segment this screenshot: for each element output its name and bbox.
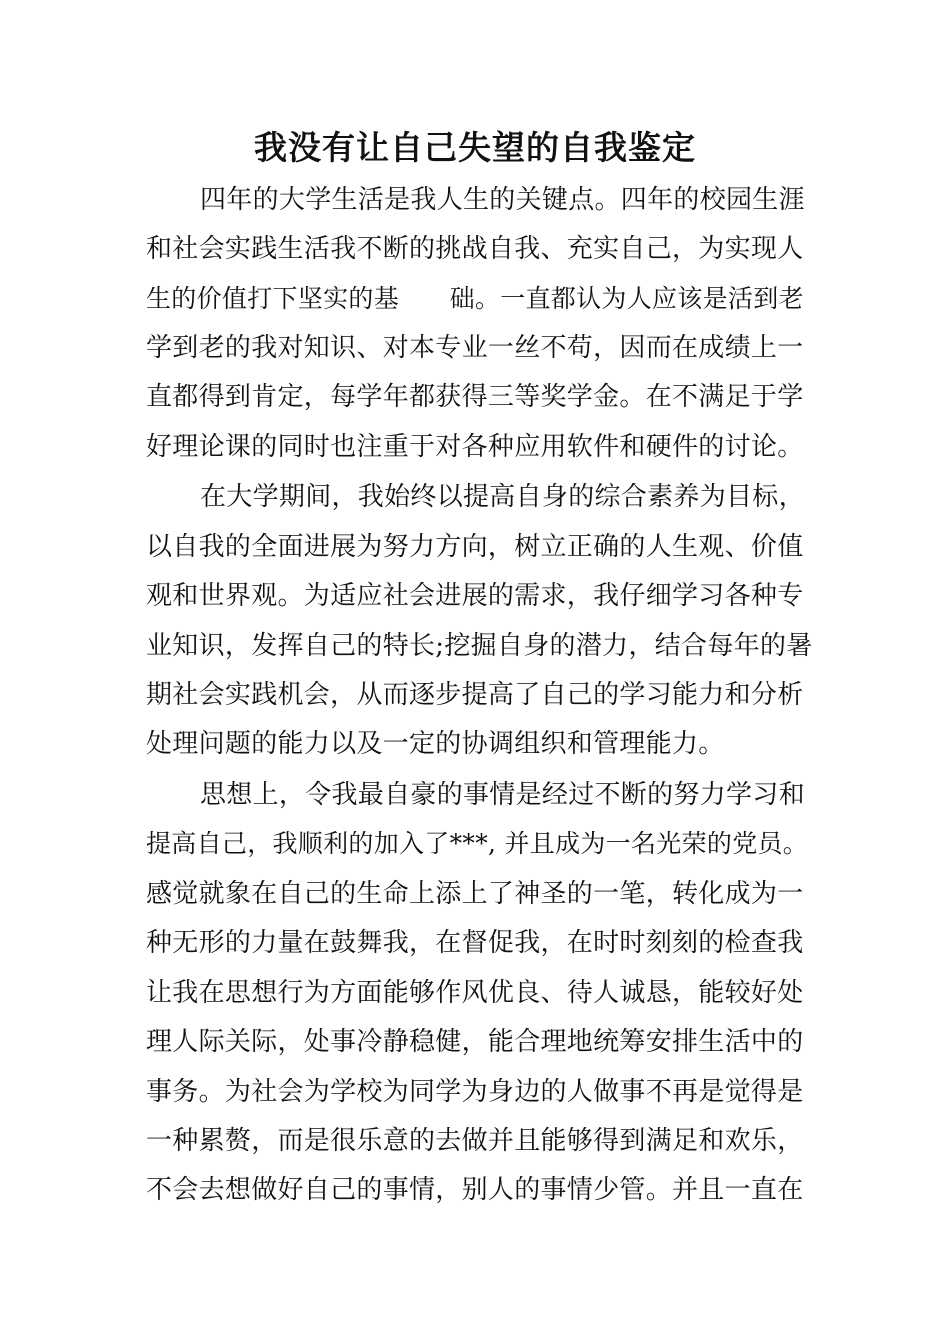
paragraph-line: 四年的大学生活是我人生的关键点。四年的校园生涯 [200, 185, 805, 215]
paragraph-line: 在大学期间，我始终以提高自身的综合素养为目标， [200, 482, 805, 512]
paragraph-line: 提高自己，我顺利的加入了***, 并且成为一名光荣的党员。 [146, 829, 809, 858]
paragraph-line: 和社会实践生活我不断的挑战自我、充实自己，为实现人 [146, 234, 804, 264]
paragraph-line: 好理论课的同时也注重于对各种应用软件和硬件的讨论。 [146, 432, 804, 462]
paragraph-line: 生的价值打下坚实的基 础。一直都认为人应该是活到老 [146, 284, 804, 313]
paragraph-line: 学到老的我对知识、对本专业一丝不苟，因而在成绩上一 [146, 333, 804, 363]
paragraph-line: 不会去想做好自己的事情，别人的事情少管。并且一直在 [146, 1175, 804, 1205]
paragraph-line: 以自我的全面进展为努力方向，树立正确的人生观、价值 [146, 532, 804, 562]
paragraph-line: 理人际关际，处事冷静稳健，能合理地统筹安排生活中的 [146, 1027, 804, 1057]
paragraph-line: 业知识，发挥自己的特长;挖掘自身的潜力，结合每年的暑 [146, 631, 813, 661]
paragraph-line: 种无形的力量在鼓舞我，在督促我，在时时刻刻的检查我 [146, 928, 804, 958]
paragraph-line: 思想上，令我最自豪的事情是经过不断的努力学习和 [200, 780, 805, 810]
paragraph-line: 处理问题的能力以及一定的协调组织和管理能力。 [146, 729, 725, 759]
paragraph-line: 一种累赘，而是很乐意的去做并且能够得到满足和欢乐， [146, 1126, 804, 1156]
paragraph-line: 期社会实践机会，从而逐步提高了自己的学习能力和分析 [146, 680, 804, 710]
paragraph-line: 事务。为社会为学校为同学为身边的人做事不再是觉得是 [146, 1077, 804, 1107]
paragraph-line: 感觉就象在自己的生命上添上了神圣的一笔，转化成为一 [146, 879, 804, 909]
document-title: 我没有让自己失望的自我鉴定 [254, 128, 696, 167]
paragraph-line: 直都得到肯定，每学年都获得三等奖学金。在不满足于学 [146, 382, 804, 412]
paragraph-line: 让我在思想行为方面能够作风优良、待人诚恳，能较好处 [146, 978, 804, 1008]
paragraph-line: 观和世界观。为适应社会进展的需求，我仔细学习各种专 [146, 581, 804, 611]
